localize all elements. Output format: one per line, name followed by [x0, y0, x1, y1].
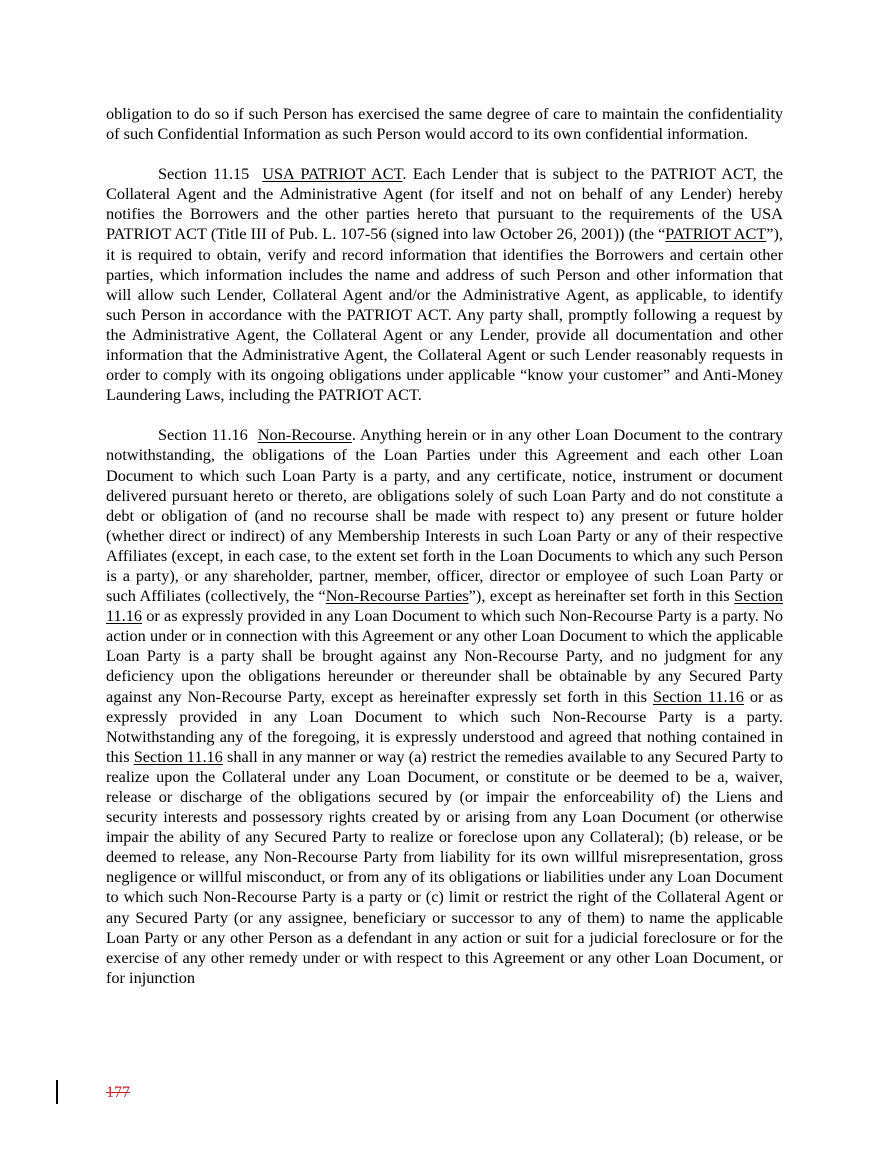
paragraph-text: or as expressly provided in any Loan Document to which such Non-Recourse Party is a party. No action under or in connection with this Agreement or any other Loan Document to which the applicable Loan Party is a party shall be brought against any Non-Recourse Party, and no judgment for any deficiency upon the obligations hereunder or thereunder shall be obtainable by any Secured Party against any Non-Recourse Party, except as hereinafter expressly set forth in this — [106, 606, 783, 706]
paragraph-text: or as expressly provided in any Loan Document to which such Non-Recourse Party is a party. Notwithstanding any of the foregoing, it is expressly understood and agreed that nothing contained in this — [106, 686, 783, 766]
paragraph-confidentiality-continuation — [106, 104, 783, 144]
paragraph-text: . Anything herein or in any other Loan Document to the contrary notwithstanding, the obligations of the Loan Parties under this Agreement and each other Loan Document to which such Loan Party is a party, and any certificate, notice, instrument or document delivered pursuant hereto or thereto, are obligations solely of such Loan Party and do not constitute a debt or obligation of (and no recourse shall be made with respect to) any present or future holder (whether direct or indirect) of any Membership Interests in such Loan Party or any of their respective Affiliates (except, in each case, to the extent set forth in the Loan Documents to which any such Person is a party), or any shareholder, partner, member, officer, director or employee of such Loan Party or such Affiliates (collectively, the “ — [106, 425, 784, 606]
paragraph-text: . Each Lender that is subject to the PATRIOT ACT, the Collateral Agent and the Administrative Agent (for itself and not on behalf of any Lender) hereby notifies the Borrowers and the other parties hereto that pursuant to the requirements of the USA PATRIOT ACT (Title III of Pub. L. 107-56 (signed into law October 26, 2001)) (the “ — [106, 164, 784, 244]
paragraph-text: shall in any manner or way (a) restrict the remedies available to any Secured Party to realize upon the Collateral under any Loan Document, or constitute or be deemed to be a, waiver, release or discharge of the obligations secured by (or impair the enforceability of) the Liens and security interests and possessory rights created by or arising from any Loan Document (or otherwise impair the ability of any Secured Party to realize or foreclose upon any Collateral); (b) release, or be deemed to release, any Non-Recourse Party from liability for its own willful misrepresentation, gross negligence or willful misconduct, or from any of its obligations or liabilities under any Loan Document to which such Non-Recourse Party is a party or (c) limit or restrict the right of the Collateral Agent or any Secured Party (or any assignee, beneficiary or successor to any of them) to name the applicable Loan Party or any other Person as a defendant in any action or suit for a judicial foreclosure or for the exercise of any other remedy under or with respect to this Agreement or any other Loan Document, or for injunction — [106, 746, 783, 987]
paragraph-section-11-16 — [106, 425, 783, 988]
paragraph-text: obligation to do so if such Person has exercised the same degree of care to maintain the confidentiality of such Confidential Information as such Person would accord to its own confidential information. — [106, 104, 783, 144]
section-number: Section 11.16 — [158, 425, 248, 445]
document-body — [106, 104, 783, 988]
paragraph-section-11-15 — [106, 164, 783, 405]
section-cross-reference: Section 11.16 — [133, 746, 223, 766]
defined-term: PATRIOT ACT — [665, 224, 767, 244]
section-heading: Non-Recourse — [257, 425, 352, 445]
revision-change-bar — [56, 1080, 58, 1104]
page-number: 177 — [106, 1084, 130, 1101]
paragraph-text: ”), except as hereinafter set forth in this — [468, 586, 735, 606]
paragraph-text: ”), it is required to obtain, verify and record information that identifies the Borrowers and certain other parties, which information includes the name and address of such Person and other information that will allow such Lender, Collateral Agent and/or the Administrative Agent, as applicable, to identify such Person in accordance with the PATRIOT ACT. Any party shall, promptly following a request by the Administrative Agent, the Collateral Agent or any Lender, provide all documentation and other information that the Administrative Agent, the Collateral Agent or such Lender reasonably requests in order to comply with its ongoing obligations under applicable “know your customer” and Anti-Money Laundering Laws, including the PATRIOT ACT. — [106, 224, 783, 405]
section-number: Section 11.15 — [158, 164, 250, 184]
section-heading: USA PATRIOT ACT — [262, 164, 403, 184]
section-cross-reference: Section 11.16 — [106, 586, 783, 626]
section-cross-reference: Section 11.16 — [653, 686, 744, 706]
defined-term: Non-Recourse Parties — [325, 586, 469, 606]
